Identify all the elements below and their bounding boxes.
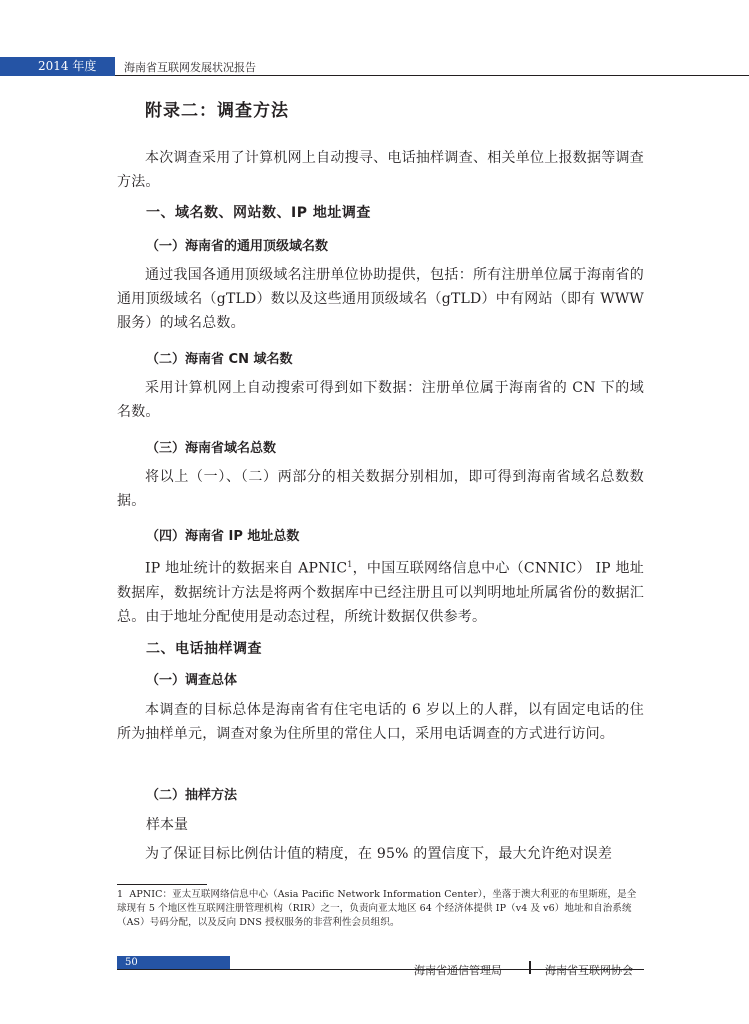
part1-sub1-heading: （一）海南省的通用顶级域名数: [146, 239, 329, 254]
footnote-divider: [117, 884, 207, 885]
footnote-mark: 1: [117, 889, 124, 900]
footnote-text: APNIC：亚太互联网络信息中心（Asia Pacific Network Information Center），坐落于澳大利亚的布里斯班，是全球现有 5 个地区性互联网注册管理机构（RIR）之一，负责向亚太地区 64 个经济体提供 IP（v4 及 v6）地址和自治系统（AS）号码分配，以及反向 DNS 授权服务的非营利性会员组织。: [117, 889, 637, 928]
part1-heading: 一、域名数、网站数、IP 地址调查: [146, 205, 371, 221]
part1-sub3-heading: （三）海南省域名总数: [146, 441, 277, 456]
header-report-title: 海南省互联网发展状况报告: [124, 61, 256, 74]
part2-sub1-paragraph: 本调查的目标总体是海南省有住宅电话的 6 岁以上的人群，以有固定电话的住所为抽样单元，调查对象为住所里的常住人口，采用电话调查的方式进行访问。: [117, 702, 644, 742]
page-number: 50: [117, 956, 230, 969]
part1-sub1-paragraph: 通过我国各通用顶级域名注册单位协助提供，包括：所有注册单位属于海南省的通用顶级域名（gTLD）数以及这些通用顶级域名（gTLD）中有网站（即有 WWW 服务）的域名总数。: [117, 267, 644, 331]
part1-sub4-text-a: IP 地址统计的数据来自 APNIC: [145, 560, 348, 577]
footer-org-1: 海南省通信管理局: [414, 964, 502, 977]
sample-size-label: 样本量: [146, 817, 188, 833]
part1-sub3-paragraph: 将以上（一）、（二）两部分的相关数据分别相加，即可得到海南省域名总数数据。: [117, 469, 644, 509]
footer-org-2: 海南省互联网协会: [545, 964, 633, 977]
part1-sub2-heading: （二）海南省 CN 域名数: [146, 352, 293, 367]
section-title: 附录二：调查方法: [145, 101, 289, 121]
part1-sub4-paragraph: [117, 553, 644, 629]
part2-sub2-paragraph: 为了保证目标比例估计值的精度，在 95% 的置信度下，最大允许绝对误差: [145, 846, 613, 862]
header-divider: [115, 75, 749, 76]
part2-sub2-heading: （二）抽样方法: [146, 788, 238, 803]
part2-sub1-heading: （一）调查总体: [146, 673, 238, 688]
header-year-badge: 2014 年度: [0, 57, 115, 76]
footnote: [117, 888, 644, 930]
footnote-reference: 1: [347, 560, 353, 569]
footer-separator: [529, 961, 531, 974]
intro-paragraph: 本次调查采用了计算机网上自动搜寻、电话抽样调查、相关单位上报数据等调查方法。: [117, 150, 644, 190]
part1-sub2-paragraph: 采用计算机网上自动搜索可得到如下数据：注册单位属于海南省的 CN 下的域名数。: [117, 380, 644, 420]
part1-sub4-heading: （四）海南省 IP 地址总数: [146, 529, 300, 544]
part1-sub4-text-b: ，中国互联网络信息中心（CNNIC） IP 地址数据库，数据统计方法是将两个数据库中已经注册且可以判明地址所属省份的数据汇总。由于地址分配使用是动态过程，所统计数据仅供参考。: [117, 560, 644, 625]
part2-heading: 二、电话抽样调查: [146, 641, 262, 657]
